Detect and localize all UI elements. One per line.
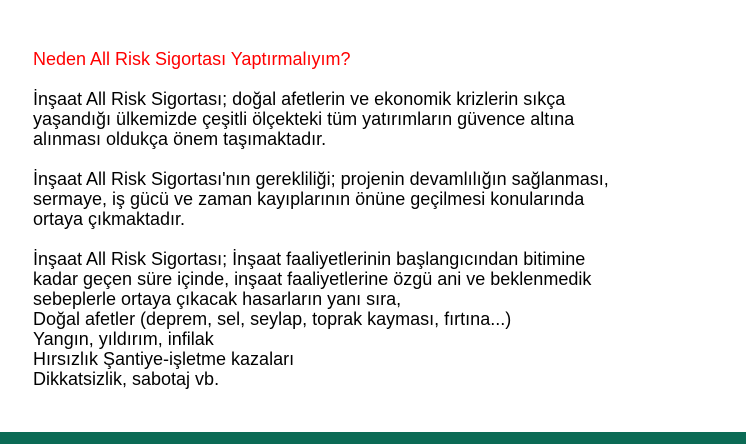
content-area <box>33 49 733 389</box>
paragraph-line: İnşaat All Risk Sigortası; doğal afetlerin ve ekonomik krizlerin sıkça <box>33 89 566 109</box>
paragraph-line: alınması oldukça önem taşımaktadır. <box>33 129 327 149</box>
paragraph-necessity <box>33 169 733 229</box>
coverage-item: Hırsızlık Şantiye-işletme kazaları <box>33 349 295 369</box>
paragraph-intro <box>33 89 733 149</box>
paragraph-line: sebeplerle ortaya çıkacak hasarların yanı sıra, <box>33 289 402 309</box>
paragraph-line: kadar geçen süre içinde, inşaat faaliyetlerine özgü ani ve beklenmedik <box>33 269 592 289</box>
section-heading: Neden All Risk Sigortası Yaptırmalıyım? <box>33 49 351 69</box>
coverage-item: Yangın, yıldırım, infilak <box>33 329 214 349</box>
paragraph-line: sermaye, iş gücü ve zaman kayıplarının önüne geçilmesi konularında <box>33 189 585 209</box>
paragraph-coverage <box>33 249 733 389</box>
footer-bar <box>0 432 746 444</box>
paragraph-line: ortaya çıkmaktadır. <box>33 209 186 229</box>
coverage-item: Dikkatsizlik, sabotaj vb. <box>33 369 220 389</box>
coverage-item: Doğal afetler (deprem, sel, seylap, toprak kayması, fırtına...) <box>33 309 512 329</box>
paragraph-line: İnşaat All Risk Sigortası; İnşaat faaliyetlerinin başlangıcından bitimine <box>33 249 586 269</box>
paragraph-line: İnşaat All Risk Sigortası'nın gerekliliği; projenin devamlılığın sağlanması, <box>33 169 609 189</box>
paragraph-line: yaşandığı ülkemizde çeşitli ölçekteki tüm yatırımların güvence altına <box>33 109 575 129</box>
